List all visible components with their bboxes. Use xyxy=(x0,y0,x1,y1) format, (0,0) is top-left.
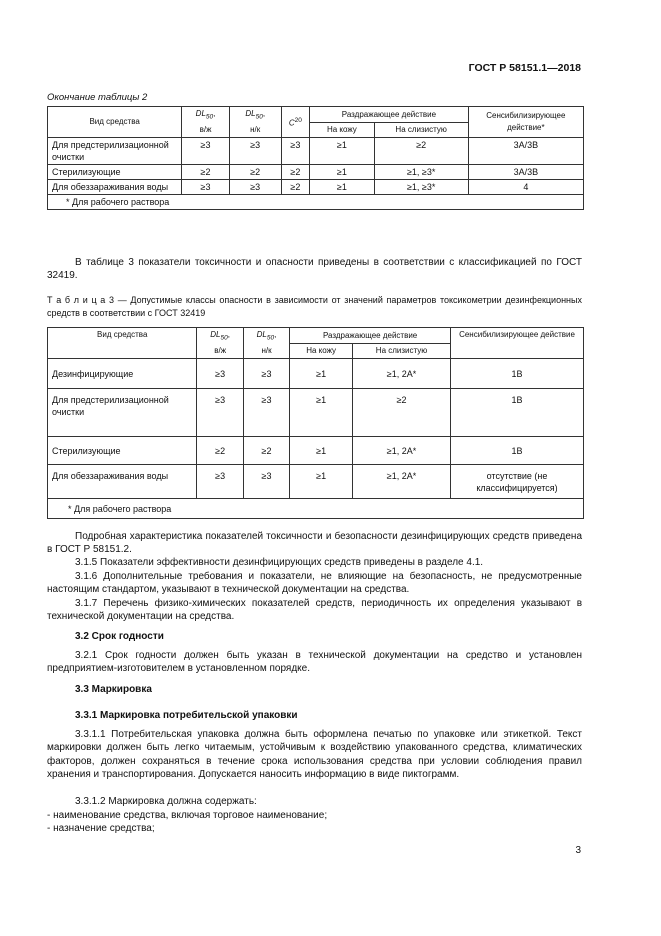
paragraph-3-1-5: 3.1.5 Показатели эффективности дезинфицирующих средств приведены в разделе 4.1. xyxy=(75,557,484,568)
paragraph-3-1-7: 3.1.7 Перечень физико-химических показателей средств, периодичность их определения указывают в технической документации на средства. xyxy=(47,598,582,623)
t3-header-sensitizing: Сенсибилизирующее действие xyxy=(451,328,584,359)
paragraph-3-3-1-1: 3.3.1.1 Потребительская упаковка должна быть оформлена печатью по упаковке или этикеткой. Текст маркировки должен быть легко читаемым, устойчивым к воздействию упакованного средства, климатических факторов, должен сохраняться в течение срока использования средства при условии соблюдения правил хранения и транспортирования. Допускается наносить информацию в виде пиктограмм. xyxy=(47,729,582,780)
table-row: Для обеззараживания воды ≥3 ≥3 ≥2 ≥1 ≥1, ≥3* 4 xyxy=(48,180,584,195)
table-row: Для предстерилизационной очистки ≥3 ≥3 ≥1 ≥2 1В xyxy=(48,389,584,437)
paragraph-details: Подробная характеристика показателей токсичности и безопасности дезинфицирующих средств приведена в ГОСТ Р 58151.2. xyxy=(47,531,582,556)
t3-header-dl-skin: $DL_{50}$, в/ж xyxy=(197,328,243,359)
document-header: ГОСТ Р 58151.1—2018 xyxy=(468,62,581,74)
t2-header-c20: $C^{20}$ xyxy=(281,107,310,138)
table-row: Для предстерилизационной очистки ≥3 ≥3 ≥3 ≥1 ≥2 3А/3В xyxy=(48,138,584,165)
t3-header-dl-sc: $DL_{50}$, н/к xyxy=(243,328,289,359)
paragraph-3-1-6: 3.1.6 Дополнительные требования и показатели, не влияющие на безопасность, не предусмотренные настоящим стандартом, указывают в технической документации на средства. xyxy=(47,571,582,596)
t3-header-type: Вид средства xyxy=(48,328,197,359)
heading-3-3-1: 3.3.1 Маркировка потребительской упаковки xyxy=(75,710,298,721)
t2-header-sensitizing: Сенсибилизирующее действие* xyxy=(468,107,583,138)
list-item: - назначение средства; xyxy=(47,823,155,834)
t2-header-on-skin: На кожу xyxy=(310,123,374,138)
table3-caption: Т а б л и ц а 3 — Допустимые классы опасности в зависимости от значений параметров токсикометрии дезинфекционных средств в соответствии с ГОСТ 32419 xyxy=(47,295,582,318)
table-row: Стерилизующие ≥2 ≥2 ≥2 ≥1 ≥1, ≥3* 3А/3В xyxy=(48,165,584,180)
table-row: Стерилизующие ≥2 ≥2 ≥1 ≥1, 2А* 1В xyxy=(48,437,584,465)
table-row: Для обеззараживания воды ≥3 ≥3 ≥1 ≥1, 2А* отсутствие (не классифицируется) xyxy=(48,465,584,499)
paragraph-3-2-1: 3.2.1 Срок годности должен быть указан в технической документации на средство и установлен предприятием-изготовителем в установленном порядке. xyxy=(47,650,582,675)
t3-header-on-skin: На кожу xyxy=(290,344,353,359)
t3-header-irritating: Раздражающее действие xyxy=(290,328,451,344)
t3-footnote: * Для рабочего раствора xyxy=(48,499,584,519)
t2-header-dl-sc: $DL_{50}$, н/к xyxy=(229,107,281,138)
heading-3-3: 3.3 Маркировка xyxy=(75,684,152,695)
table2 xyxy=(47,106,584,210)
list-item: - наименование средства, включая торговое наименование; xyxy=(47,810,328,821)
page-number: 3 xyxy=(575,845,581,856)
t2-header-type: Вид средства xyxy=(48,107,182,138)
table2-caption: Окончание таблицы 2 xyxy=(47,92,148,103)
paragraph-table3-intro: В таблице 3 показатели токсичности и опасности приведены в соответствии с классификацией по ГОСТ 32419. xyxy=(47,257,582,282)
t2-header-dl-skin: $DL_{50}$, в/ж xyxy=(182,107,230,138)
paragraph-3-3-1-2: 3.3.1.2 Маркировка должна содержать: xyxy=(75,796,257,807)
table-row: Дезинфицирующие ≥3 ≥3 ≥1 ≥1, 2А* 1В xyxy=(48,359,584,389)
table3 xyxy=(47,327,584,519)
heading-3-2: 3.2 Срок годности xyxy=(75,631,164,642)
t2-footnote: * Для рабочего раствора xyxy=(48,195,584,210)
t2-header-irritating: Раздражающее действие xyxy=(310,107,469,123)
t2-header-on-mucosa: На слизистую xyxy=(374,123,468,138)
t3-header-on-mucosa: На слизистую xyxy=(353,344,451,359)
